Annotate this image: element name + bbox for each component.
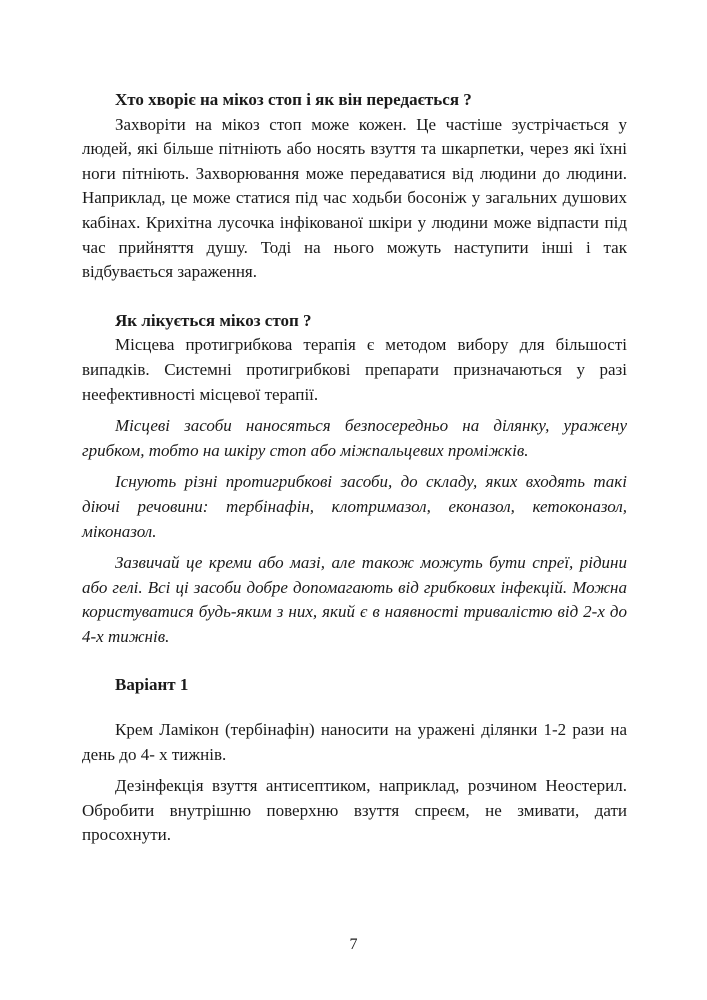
- paragraph-spacer: [82, 544, 627, 551]
- section-spacer: [82, 285, 627, 309]
- paragraph-cream: Крем Ламікон (тербінафін) наносити на уражені ділянки 1-2 рази на день до 4- х тижнів.: [82, 720, 627, 764]
- italic-paragraph-local-agents: Місцеві засоби наносяться безпосередньо на ділянку, уражену грибком, тобто на шкіру стоп або міжпальцевих проміжків.: [82, 416, 627, 460]
- italic-paragraph-forms: Зазвичай це креми або мазі, але також можуть бути спреї, рідини або гелі. Всі ці засоби добре допомагають від грибкових інфекцій. Можна користуватися будь-яким з них, який є в наявності тривалістю від 2-х до 4-х тижнів.: [82, 553, 627, 646]
- section-heading-variant-1: Варіант 1: [115, 675, 189, 695]
- page-number: 7: [349, 936, 358, 953]
- paragraph-transmission: Захворіти на мікоз стоп може кожен. Це частіше зустрічається у людей, які більше пітніють або носять взуття та шкарпетки, через які їхні ноги пітніють. Захворювання може передаватися від людини до людини. Наприклад, це може статися під час ходьби босоніж у загальних душових кабінах. Крихітна лусочка інфікованої шкіри у людини може відпасти під час прийняття душу. Тоді на нього можуть наступити інші і так відбувається зараження.: [82, 114, 627, 282]
- paragraph-spacer: [82, 407, 627, 414]
- paragraph-treatment: Місцева протигрибкова терапія є методом вибору для більшості випадків. Системні протигрибкові препарати призначаються у разі неефективності місцевої терапії.: [82, 335, 627, 404]
- paragraph-spacer: [82, 463, 627, 470]
- page-content: [82, 88, 627, 848]
- heading-spacer: [82, 698, 627, 718]
- italic-paragraph-active-substances: Існують різні протигрибкові засоби, до складу, яких входять такі діючі речовини: тербінафін, клотримазол, еконазол, кетоконазол, міконазол.: [82, 472, 627, 541]
- section-heading-treatment: Як лікується мікоз стоп ?: [115, 310, 312, 330]
- paragraph-disinfection: Дезінфекція взуття антисептиком, наприклад, розчином Неостерил. Обробити внутрішню поверхню взуття спреєм, не змивати, дати просохнути.: [82, 776, 627, 845]
- paragraph-spacer: [82, 767, 627, 774]
- section-spacer: [82, 649, 627, 673]
- section-heading-transmission: Хто хворіє на мікоз стоп і як він передається ?: [115, 90, 472, 109]
